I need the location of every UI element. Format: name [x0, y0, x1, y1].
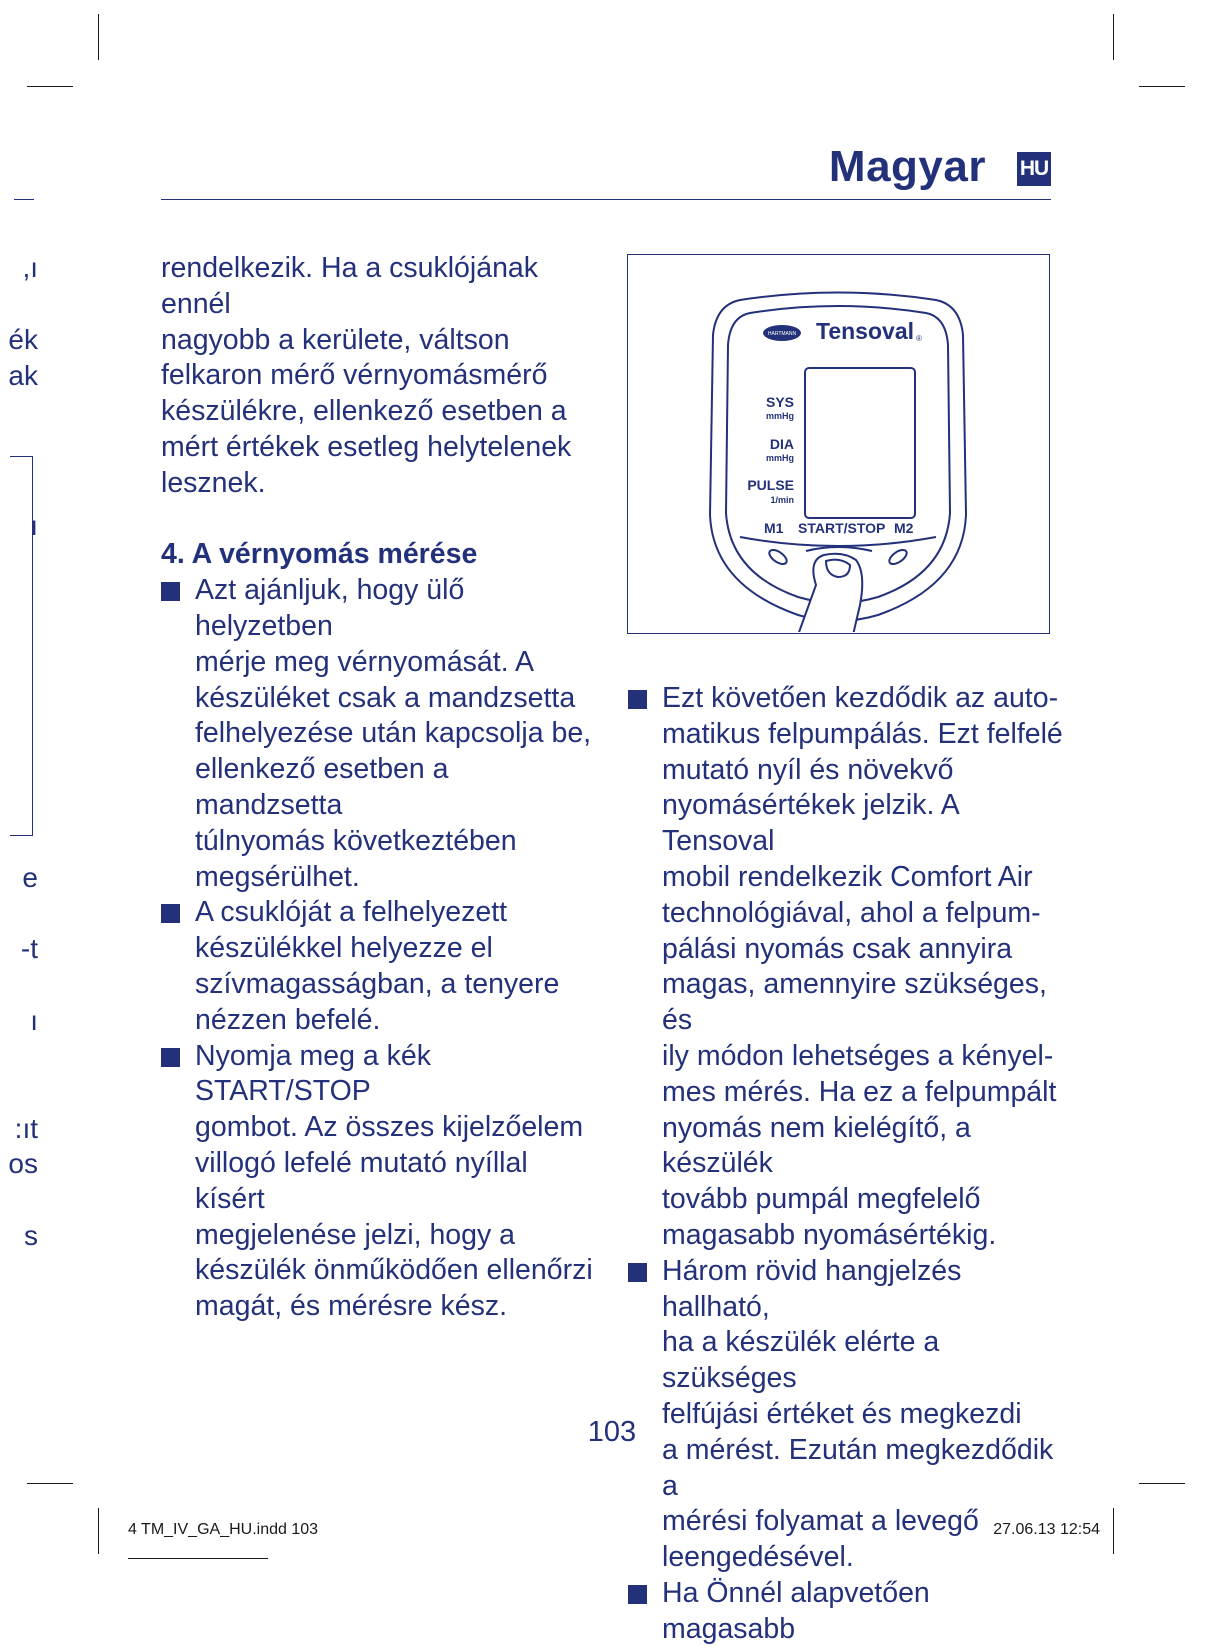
- crop-mark: [1139, 86, 1185, 87]
- print-slug-date: 27.06.13 12:54: [993, 1521, 1100, 1538]
- text-line: ily módon lehetséges a kényel-: [662, 1039, 1054, 1072]
- bullet-square-icon: [161, 904, 180, 923]
- device-illustration: [627, 254, 1050, 634]
- edge-fragment: ı: [30, 510, 38, 541]
- pulse-label: PULSE: [747, 477, 794, 493]
- header-rule: [161, 199, 1051, 200]
- page-number: 103: [587, 1416, 637, 1448]
- edge-fragment: s: [24, 1220, 38, 1251]
- sys-label: SYS: [765, 394, 794, 410]
- text-line: villogó lefelé mutató nyíllal kísért: [195, 1146, 528, 1215]
- text-line: nyomásértékek jelzik. A Tensoval: [662, 789, 959, 858]
- edge-fragment: os: [8, 1148, 38, 1179]
- text-line: mutató nyíl és növekvő: [662, 753, 954, 786]
- edge-fragment: t-: [20, 933, 38, 964]
- m2-label: M2: [894, 520, 914, 536]
- crop-mark: [98, 1508, 99, 1554]
- bullet-square-icon: [161, 1048, 180, 1067]
- text-line: Ha Önnél alapvetően magasabb: [662, 1576, 930, 1645]
- text-line: tovább pumpál megfelelő: [662, 1183, 981, 1216]
- edge-fragment: e: [22, 862, 38, 893]
- text-line: készülékre, ellenkező esetben a: [161, 395, 567, 428]
- text-line: megsérülhet.: [195, 860, 360, 893]
- text-line: Nyomja meg a kék START/STOP: [195, 1039, 432, 1108]
- text-line: magas, amennyire szükséges, és: [662, 968, 1047, 1037]
- crop-mark: [27, 86, 73, 87]
- text-line: készüléket csak a mandzsetta: [195, 681, 576, 714]
- text-line: mes mérés. Ha ez a felpumpált: [662, 1075, 1057, 1108]
- text-line: mobil rendelkezik Comfort Air: [662, 860, 1033, 893]
- text-line: készülék önműködően ellenőrzi: [195, 1254, 593, 1287]
- crop-mark: [27, 1483, 73, 1484]
- text-line: mérési folyamat a levegő: [662, 1505, 979, 1538]
- bullet-item: [161, 1039, 601, 1325]
- text-line: ellenkező esetben a mandzsetta: [195, 753, 449, 821]
- text-line: megjelenése jelzi, hogy a: [195, 1218, 516, 1251]
- right-column: [628, 681, 1068, 1648]
- text-line: nagyobb a kerülete, váltson: [161, 323, 510, 356]
- language-badge: HU: [1017, 152, 1051, 186]
- text-line: szívmagasságban, a tenyere: [195, 967, 560, 1000]
- text-line: nézzen befelé.: [195, 1003, 381, 1036]
- print-slug-file: 4 TM_IV_GA_HU.indd 103: [128, 1521, 319, 1538]
- dia-unit: mmHg: [765, 453, 794, 463]
- bullet-item: [628, 1576, 1068, 1648]
- text-line: Azt ajánljuk, hogy ülő helyzetben: [195, 574, 465, 642]
- button-ring: [806, 547, 872, 551]
- bullet-item: [161, 895, 601, 1038]
- bullet-square-icon: [628, 1585, 647, 1604]
- text-line: A csuklóját a felhelyezett: [195, 896, 508, 929]
- text-line: magát, és mérésre kész.: [195, 1290, 508, 1323]
- text-line: ha a készülék elérte a szükséges: [662, 1326, 940, 1395]
- pulse-unit: 1/min: [770, 495, 794, 505]
- section-heading: 4. A vérnyomás mérése: [161, 538, 478, 571]
- text-line: Ezt követően kezdődik az auto-: [662, 682, 1059, 714]
- m1-key: [767, 547, 789, 567]
- finger-drawing: [798, 554, 862, 632]
- text-line: rendelkezik. Ha a csuklójának ennél: [161, 252, 539, 320]
- left-column: [161, 251, 601, 1325]
- display-window: [805, 368, 915, 518]
- start-stop-label: START/STOP: [798, 520, 886, 536]
- bullet-square-icon: [628, 1263, 647, 1282]
- crop-mark: [98, 14, 99, 60]
- text-line: mérje meg vérnyomását. A: [195, 645, 534, 678]
- text-line: technológiával, ahol a felpum-: [662, 896, 1041, 929]
- key-area-outline: [740, 537, 936, 546]
- crop-mark: [128, 1558, 268, 1559]
- text-line: felfújási értéket és megkezdi: [662, 1397, 1022, 1430]
- bullet-square-icon: [628, 690, 647, 709]
- bullet-item: [628, 681, 1068, 1254]
- edge-fragment: ak: [8, 360, 38, 391]
- text-line: lesznek.: [161, 466, 266, 499]
- text-line: gombot. Az összes kijelzőelem: [195, 1111, 584, 1144]
- text-line: túlnyomás következtében: [195, 824, 517, 857]
- text-line: a mérést. Ezután megkezdődik a: [662, 1433, 1054, 1502]
- text-line: készülékkel helyezze el: [195, 932, 493, 965]
- text-line: matikus felpumpálás. Ezt felfelé: [662, 717, 1063, 750]
- edge-fragment: ı: [30, 1005, 38, 1036]
- text-line: magasabb nyomásértékig.: [662, 1218, 997, 1251]
- text-line: mért értékek esetleg helytelenek: [161, 430, 572, 463]
- edge-fragment: ıt:: [14, 1113, 38, 1144]
- page-title: Magyar: [828, 142, 986, 191]
- brand-name: Tensoval: [816, 318, 914, 344]
- left-page-rule: [14, 199, 34, 200]
- bullet-item: [161, 573, 601, 895]
- text-line: pálási nyomás csak annyira: [662, 932, 1013, 965]
- m1-label: M1: [764, 520, 784, 536]
- text-line: felhelyezése után kapcsolja be,: [195, 717, 592, 750]
- blood-pressure-monitor-drawing: [628, 255, 1048, 632]
- hartmann-logo-text: HARTMANN: [767, 331, 797, 337]
- crop-mark: [1113, 1508, 1114, 1554]
- text-line: felkaron mérő vérnyomásmérő: [161, 359, 548, 392]
- dia-label: DIA: [769, 436, 794, 452]
- m2-key: [887, 547, 909, 567]
- bullet-square-icon: [161, 582, 180, 601]
- text-line: Három rövid hangjelzés hallható,: [662, 1254, 962, 1323]
- text-line: nyomás nem kielégítő, a készülék: [662, 1111, 971, 1180]
- crop-mark: [1113, 14, 1114, 60]
- registered-mark: ®: [916, 334, 922, 343]
- edge-fragment: ı,: [22, 252, 38, 283]
- crop-mark: [1139, 1483, 1185, 1484]
- text-line: leengedésével.: [662, 1541, 854, 1574]
- edge-fragment: ék: [8, 324, 38, 355]
- sys-unit: mmHg: [765, 411, 794, 421]
